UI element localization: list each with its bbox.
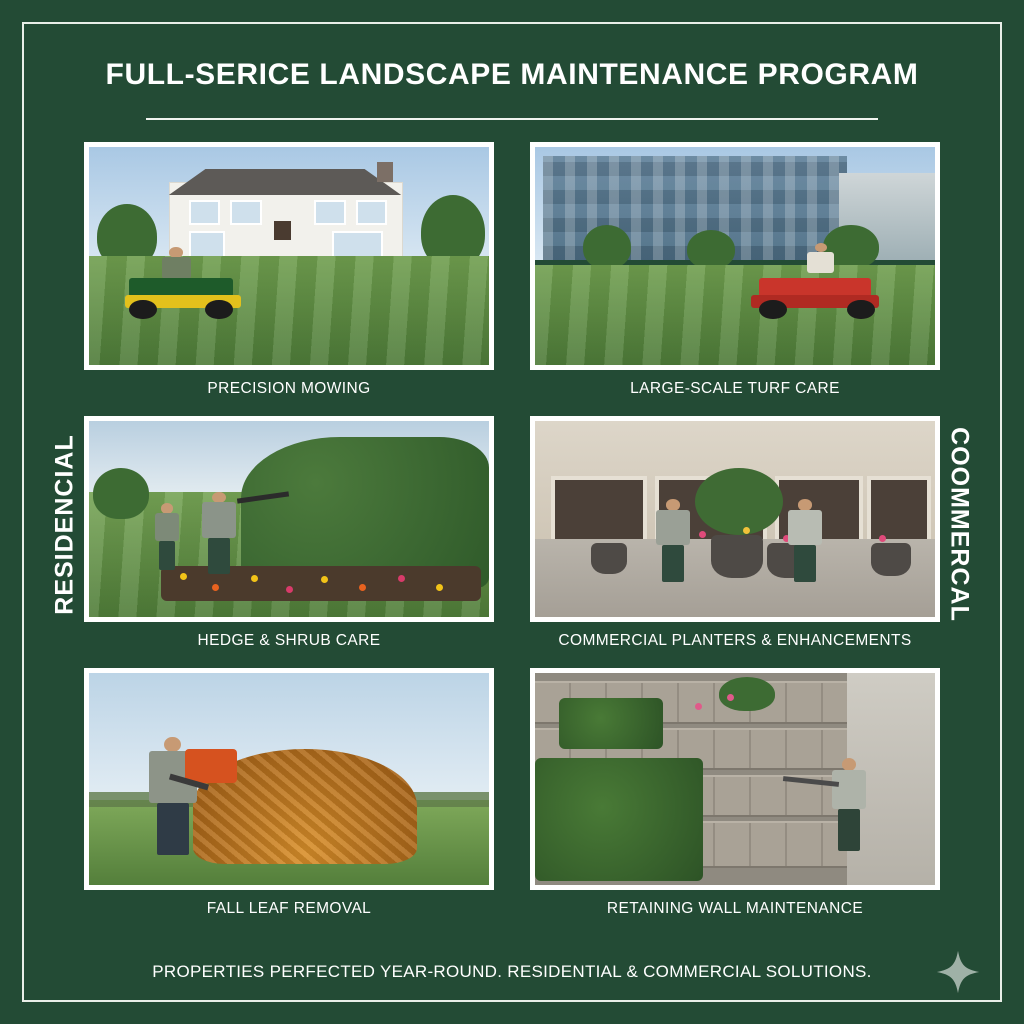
planter-foliage xyxy=(695,468,783,535)
title-divider xyxy=(146,118,878,120)
panel-hedge-shrub-care xyxy=(84,416,494,658)
tree xyxy=(583,225,631,269)
caption-precision-mowing: PRECISION MOWING xyxy=(207,380,371,397)
scene-commercial-turf xyxy=(535,147,935,365)
scene-hedge-trimming xyxy=(89,421,489,617)
sparkle-icon xyxy=(936,950,980,994)
photo-large-scale-turf-care xyxy=(530,142,940,370)
scene-retaining-wall xyxy=(535,673,935,885)
photo-precision-mowing xyxy=(84,142,494,370)
tree xyxy=(93,468,149,519)
photo-fall-leaf-removal xyxy=(84,668,494,890)
house-chimney xyxy=(377,162,393,182)
caption-hedge-shrub-care: HEDGE & SHRUB CARE xyxy=(197,632,381,649)
urn-planter xyxy=(591,543,627,574)
caption-retaining-wall-maintenance: RETAINING WALL MAINTENANCE xyxy=(606,900,864,917)
column-commercial xyxy=(530,142,940,936)
panel-precision-mowing xyxy=(84,142,494,406)
column-residential xyxy=(84,142,494,936)
side-label-commercial: COOMMERCAL xyxy=(945,427,974,622)
scene-leaf-blowing xyxy=(89,673,489,885)
panel-retaining-wall-maintenance xyxy=(530,668,940,926)
scene-storefront-planters xyxy=(535,421,935,617)
caption-fall-leaf-removal: FALL LEAF REMOVAL xyxy=(206,900,372,917)
ivy-groundcover xyxy=(535,758,703,881)
worker xyxy=(201,492,237,574)
house-door xyxy=(274,221,290,240)
worker xyxy=(655,499,691,581)
photo-retaining-wall-maintenance xyxy=(530,668,940,890)
footer-tagline: PROPERTIES PERFECTED YEAR-ROUND. RESIDENTIAL & COMMERCIAL SOLUTIONS. xyxy=(152,962,872,981)
urn-planter xyxy=(871,543,911,576)
page-title: FULL-SERICE LANDSCAPE MAINTENANCE PROGRAM xyxy=(105,58,919,91)
side-label-residential: RESIDENCIAL xyxy=(50,434,79,615)
caption-large-scale-turf-care: LARGE-SCALE TURF CARE xyxy=(630,380,840,397)
tree xyxy=(687,230,735,269)
photo-hedge-shrub-care xyxy=(84,416,494,622)
panel-fall-leaf-removal xyxy=(84,668,494,926)
leaf-blower xyxy=(185,749,237,783)
panel-large-scale-turf-care xyxy=(530,142,940,406)
scene-residential-lawn xyxy=(89,147,489,365)
ivy-groundcover xyxy=(559,698,663,749)
worker xyxy=(787,499,823,581)
urn-planter xyxy=(711,535,763,578)
worker xyxy=(831,758,867,851)
photo-commercial-planters xyxy=(530,416,940,622)
worker xyxy=(153,503,181,570)
caption-commercial-planters: COMMERCIAL PLANTERS & ENHANCEMENTS xyxy=(558,632,912,649)
panel-commercial-planters xyxy=(530,416,940,658)
